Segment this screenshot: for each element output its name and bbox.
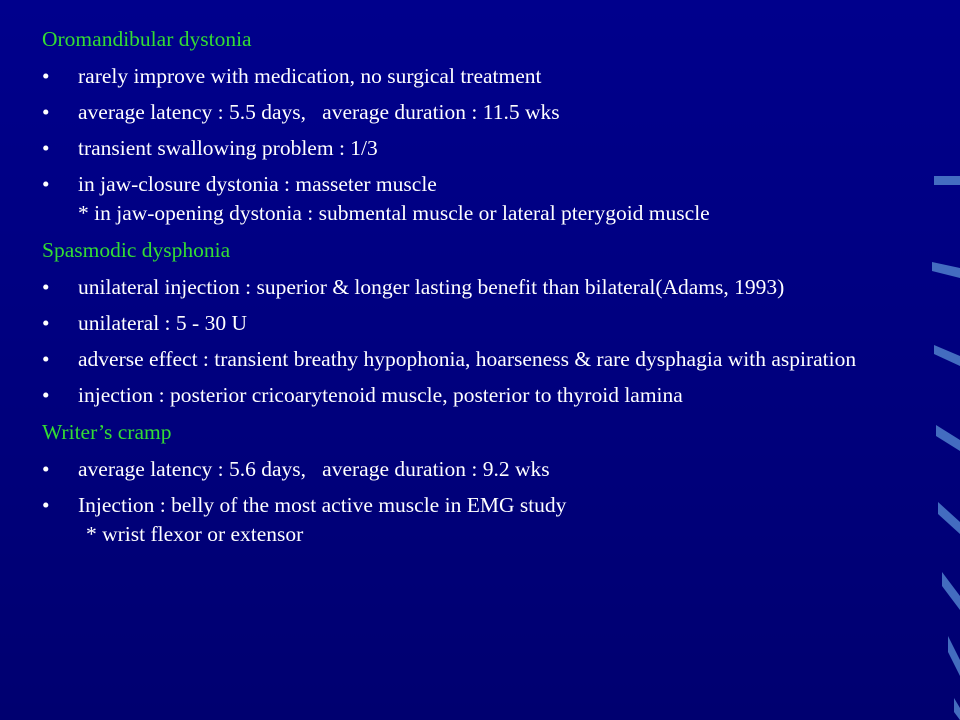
stripe <box>934 345 960 366</box>
stripe <box>936 425 960 451</box>
bullet-dot: • <box>42 457 50 481</box>
bullet-item <box>42 62 947 91</box>
bullet-text: rarely improve with medication, no surgical treatment <box>78 64 542 88</box>
bullet-dot: • <box>42 275 50 299</box>
bullet-text: Injection : belly of the most active muscle in EMG study <box>78 493 567 517</box>
section-heading: Spasmodic dysphonia <box>42 238 231 262</box>
bullet-text: average latency : 5.5 days, average duration : 11.5 wks <box>78 100 560 124</box>
bullet-item <box>42 309 947 338</box>
section-spasmodic-dysphonia <box>42 235 947 410</box>
section-writers-cramp <box>42 417 947 549</box>
bullet-item <box>42 134 947 163</box>
bullet-item <box>42 381 947 410</box>
bullet-dot: • <box>42 311 50 335</box>
bullet-item <box>42 345 947 374</box>
bullet-dot: • <box>42 64 50 88</box>
stripe <box>938 502 960 534</box>
bullet-dot: • <box>42 383 50 407</box>
bullet-item <box>42 98 947 127</box>
stripe <box>932 262 960 278</box>
bullet-text: injection : posterior cricoarytenoid muscle, posterior to thyroid lamina <box>78 383 683 407</box>
stripe <box>942 572 960 610</box>
bullet-subtext: * wrist flexor or extensor <box>86 522 304 546</box>
bullet-dot: • <box>42 136 50 160</box>
bullet-dot: • <box>42 347 50 371</box>
bullet-text: in jaw-closure dystonia : masseter muscle <box>78 172 437 196</box>
stripe <box>954 698 960 720</box>
bullet-text: unilateral injection : superior & longer lasting benefit than bilateral(Adams, 1993) <box>78 275 785 299</box>
decorative-stripes <box>930 0 960 720</box>
bullet-dot: • <box>42 172 50 196</box>
section-oromandibular <box>42 24 947 228</box>
bullet-text: transient swallowing problem : 1/3 <box>78 136 378 160</box>
bullet-dot: • <box>42 493 50 517</box>
bullet-text: adverse effect : transient breathy hypophonia, hoarseness & rare dysphagia with aspiration <box>78 347 857 371</box>
bullet-item <box>42 455 947 484</box>
stripe <box>934 176 960 185</box>
slide-content <box>42 24 947 556</box>
bullet-item <box>42 491 947 549</box>
section-heading: Writer’s cramp <box>42 420 172 444</box>
bullet-item <box>42 170 947 228</box>
bullet-text: unilateral : 5 - 30 U <box>78 311 247 335</box>
bullet-subtext: * in jaw-opening dystonia : submental muscle or lateral pterygoid muscle <box>78 201 710 225</box>
section-heading: Oromandibular dystonia <box>42 27 252 51</box>
bullet-item <box>42 273 947 302</box>
bullet-dot: • <box>42 100 50 124</box>
stripe <box>948 636 960 676</box>
bullet-text: average latency : 5.6 days, average duration : 9.2 wks <box>78 457 550 481</box>
